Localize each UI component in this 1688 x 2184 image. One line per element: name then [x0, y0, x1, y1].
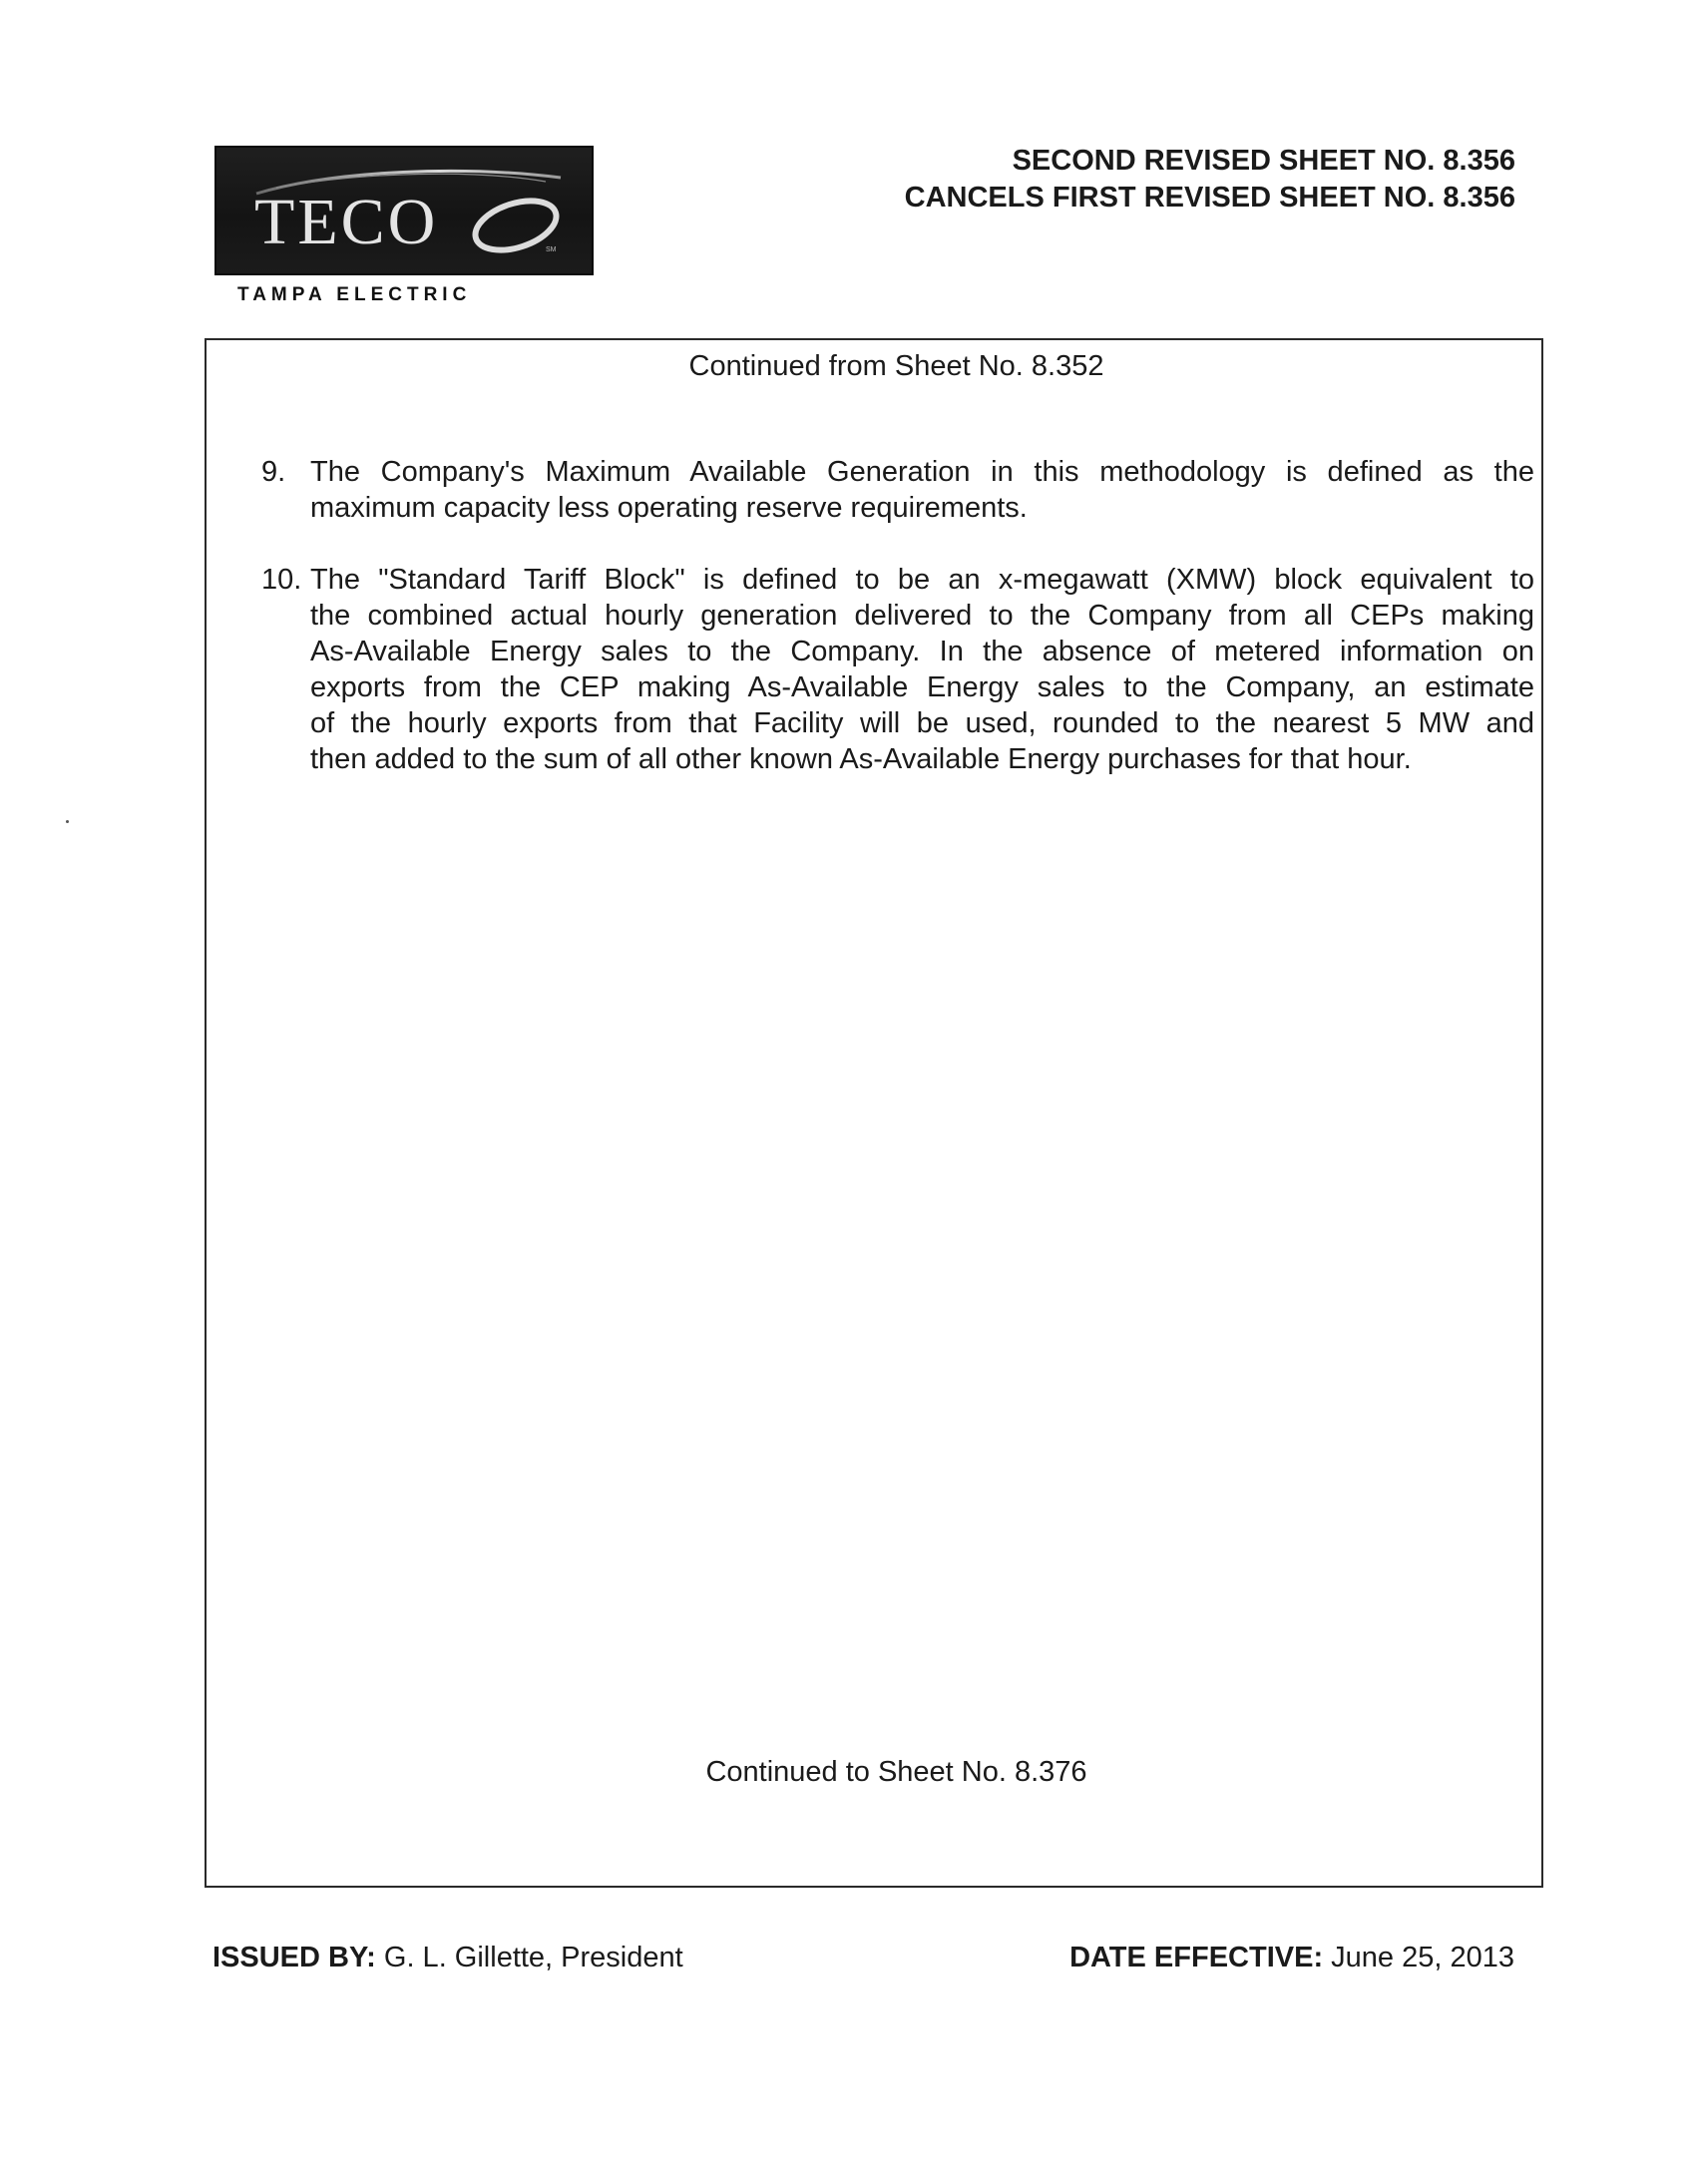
continued-to: Continued to Sheet No. 8.376	[705, 1756, 1087, 1788]
issued-by-label: ISSUED BY:	[212, 1942, 376, 1973]
item-line: the combined actual hourly generation delivered to the Company from all CEPs making	[310, 600, 1534, 632]
item-line: of the hourly exports from that Facility will be used, rounded to the nearest 5 MW and	[310, 707, 1534, 739]
item-number: 10.	[261, 564, 302, 596]
sheet-header	[905, 143, 1515, 217]
logo-wordmark: TECO	[254, 186, 439, 258]
svg-text:SM: SM	[546, 246, 557, 253]
sheet-number: SECOND REVISED SHEET NO. 8.356	[1012, 145, 1515, 177]
item-line: maximum capacity less operating reserve requirements.	[310, 492, 1028, 524]
issued-by	[212, 1940, 683, 1975]
issued-by-value: G. L. Gillette, President	[383, 1942, 683, 1973]
cancels-sheet: CANCELS FIRST REVISED SHEET NO. 8.356	[904, 182, 1515, 214]
item-line: then added to the sum of all other known As-Available Energy purchases for that hour.	[310, 743, 1412, 775]
item-number: 9.	[261, 456, 286, 488]
list-item-9	[261, 454, 1534, 526]
date-effective-value: June 25, 2013	[1331, 1942, 1514, 1973]
list-item-10	[261, 562, 1534, 777]
item-line: exports from the CEP making As-Available Energy sales to the Company, an estimate	[310, 671, 1534, 703]
item-line: As-Available Energy sales to the Company. In the absence of metered information on	[310, 636, 1534, 667]
item-line: The "Standard Tariff Block" is defined to be an x-megawatt (XMW) block equivalent to	[310, 564, 1534, 596]
date-effective-label: DATE EFFECTIVE:	[1069, 1942, 1324, 1973]
scan-speck	[66, 820, 69, 823]
logo-subtitle: TAMPA ELECTRIC	[237, 284, 472, 305]
company-logo	[214, 146, 594, 275]
item-body	[310, 454, 1534, 526]
continued-from: Continued from Sheet No. 8.352	[688, 350, 1104, 382]
item-body	[310, 562, 1534, 777]
item-line: The Company's Maximum Available Generation in this methodology is defined as the	[310, 456, 1534, 488]
date-effective	[1069, 1940, 1514, 1975]
